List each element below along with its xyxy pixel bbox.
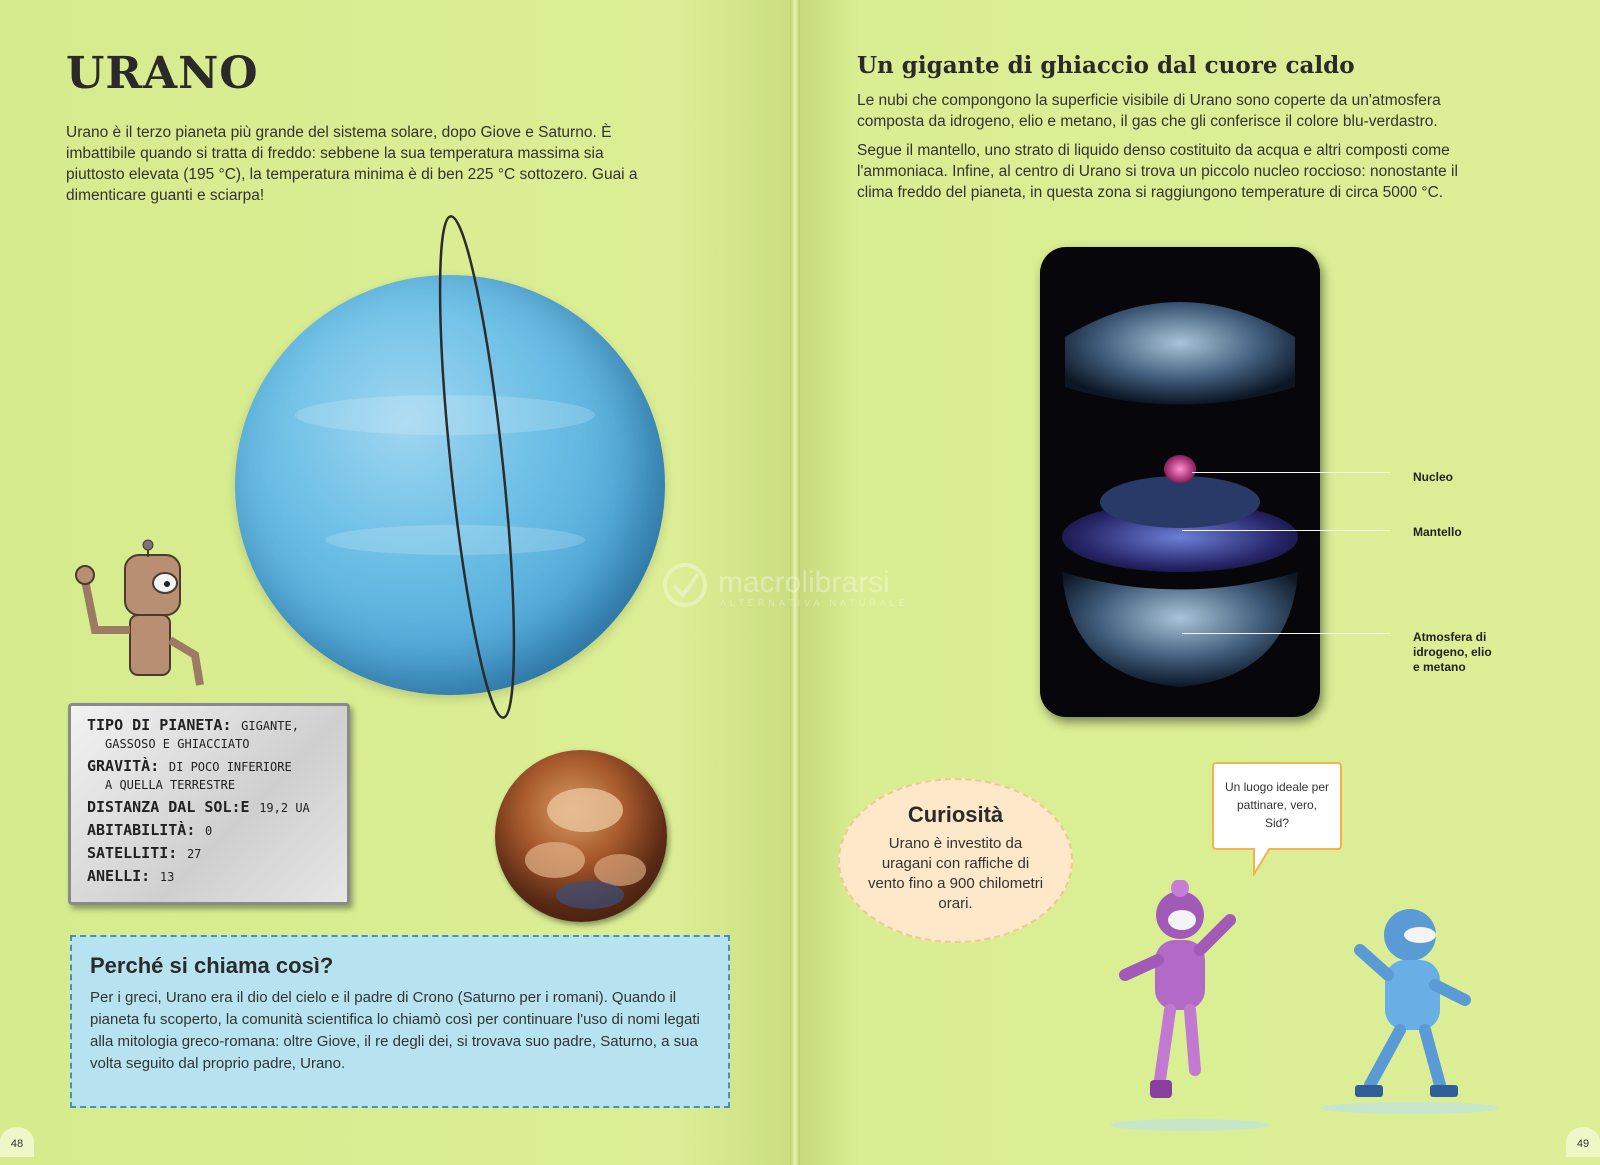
- watermark-brand: macrolibrarsi: [718, 566, 890, 599]
- fact-satellites: SATELLITI: 27: [87, 844, 202, 862]
- uranus-cutaway-image: [1040, 247, 1320, 717]
- uranus-ring: [215, 205, 685, 725]
- atmosphere-leader-line: [1182, 633, 1390, 634]
- watermark-tagline: ALTERNATIVA NATURALE: [720, 598, 909, 608]
- name-origin-title: Perché si chiama così?: [90, 953, 334, 978]
- page-number-right: 49: [1566, 1127, 1600, 1157]
- name-origin-text: Per i greci, Urano era il dio del cielo e il padre di Crono (Saturno per i romani). Quando il pianeta fu scoperto, la comunità scientifica lo chiamò così per continuare l'uso di nomi legati alla mitologia greco-romana: oltre Giove, il re degli dei, si trovava suo padre, Saturno, a sua volta seguito dal proprio padre, Urano.: [90, 989, 700, 1072]
- blue-skater: [1355, 909, 1465, 1097]
- fact-type: TIPO DI PIANETA: GIGANTE, GASSOSO E GHIACCIATO: [87, 716, 299, 751]
- speech-bubble-tail: [1252, 848, 1272, 876]
- fact-distance: DISTANZA DAL SOL:E 19,2 UA: [87, 798, 310, 816]
- curiosity-title: Curiosità: [907, 802, 1004, 827]
- core-leader-line: [1192, 472, 1390, 473]
- curiosity-box: [838, 778, 1073, 943]
- skating-characters: [1070, 880, 1520, 1140]
- atmosphere-paragraph: Le nubi che compongono la superficie visibile di Urano sono coperte da un'atmosfera composta da idrogeno, elio e metano, il gas che gli conferisce il colore blu-verdastro.: [857, 92, 1441, 130]
- uranus-illustration: [215, 205, 685, 725]
- curiosity-text: Urano è investito da uragani con raffiche di vento fino a 900 chilometri orari.: [867, 835, 1044, 912]
- speech-bubble: Un luogo ideale per pattinare, vero, Sid?: [1212, 762, 1342, 850]
- fact-gravity: GRAVITÀ: DI POCO INFERIORE A QUELLA TERRESTRE: [87, 757, 292, 792]
- core-label: Nucleo: [1413, 470, 1454, 484]
- atmosphere-label: Atmosfera di idrogeno, elio e metano: [1413, 630, 1492, 674]
- watermark-logo-icon: [660, 560, 710, 610]
- mythology-painting: [495, 750, 667, 922]
- section-title: Un gigante di ghiaccio dal cuore caldo: [857, 52, 1355, 79]
- planet-facts-box: [68, 703, 350, 905]
- name-origin-box: [70, 935, 730, 1108]
- intro-paragraph: Urano è il terzo pianeta più grande del sistema solare, dopo Giove e Saturno. È imbattibile quando si tratta di freddo: sebbene la sua temperatura massima sia piuttosto elevata (195 °C), la temperatura minima è di ben 225 °C sottozero. Guai a dimenticare guanti e sciarpa!: [66, 124, 638, 204]
- fact-rings: ANELLI: 13: [87, 867, 175, 885]
- page-number-left: 48: [0, 1127, 34, 1157]
- interior-paragraph: Segue il mantello, uno strato di liquido denso costituito da acqua e altri composti come l'ammoniaca. Infine, al centro di Urano si trova un piccolo nucleo roccioso: nonostante il clima freddo del pianeta, in questa zona si raggiungono temperature di circa 5000 °C.: [857, 142, 1458, 201]
- mantle-label: Mantello: [1413, 525, 1462, 539]
- purple-skater: [1125, 880, 1230, 1098]
- page-title: URANO: [66, 48, 259, 99]
- watermark: [660, 560, 950, 610]
- robot-mascot: [70, 535, 220, 700]
- fact-habitability: ABITABILITÀ: 0: [87, 821, 213, 839]
- mantle-leader-line: [1182, 530, 1390, 531]
